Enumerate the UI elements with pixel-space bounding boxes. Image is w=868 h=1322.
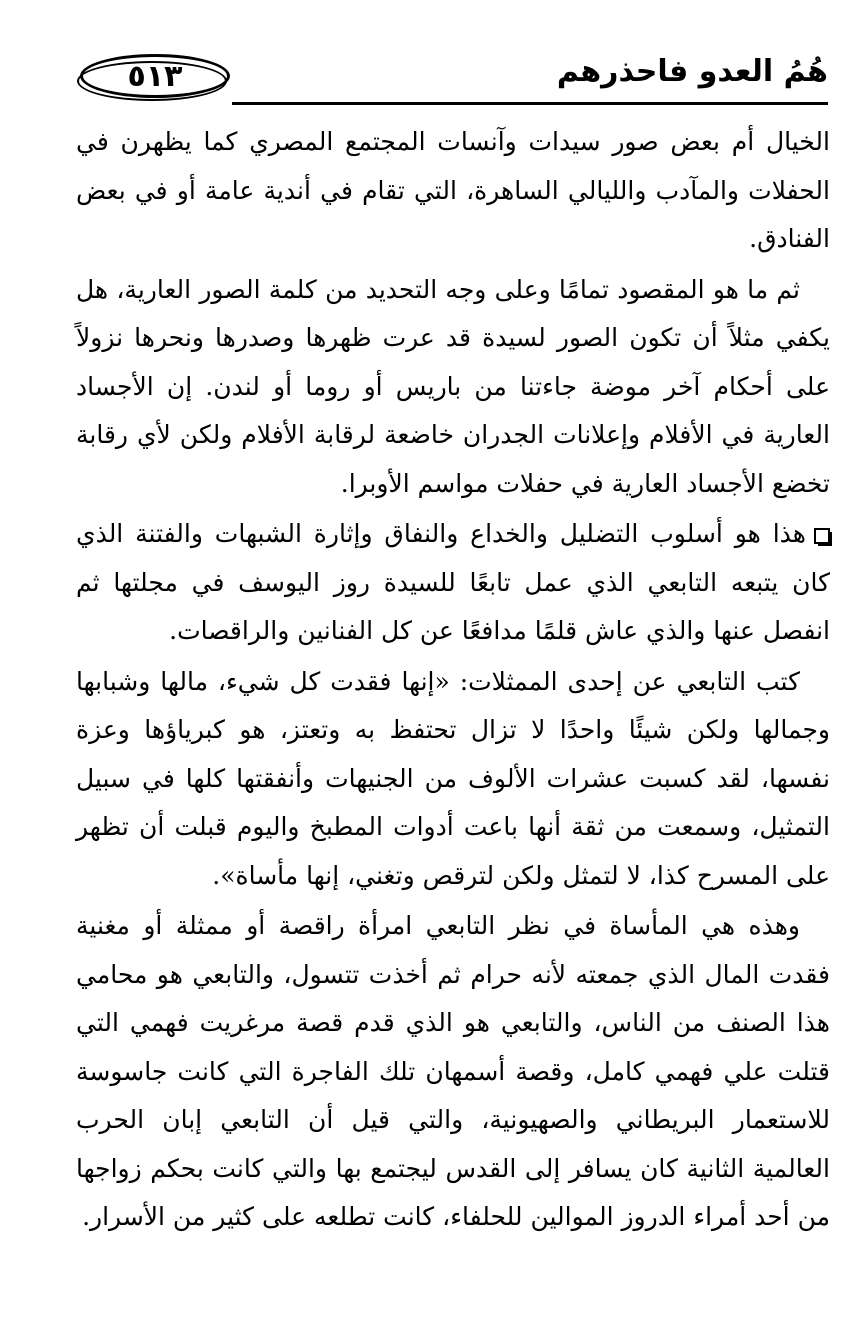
paragraph-4: كتب التابعي عن إحدى الممثلات: «إنها فقدت كل شيء، مالها وشبابها وجمالها ولكن شيئًا واحدًا لا تزال تحتفظ به وتعتز، هو كبرياؤها وعزة نفسها، لقد كسبت عشرات الألوف من الجنيهات وأنفقتها كلها في سبيل التمثيل، وسمعت من ثقة أنها باعت أدوات المطبخ واليوم قبلت أن تظهر على المسرح كذا، لا لتمثل ولكن لترقص وتغني، إنها مأساة».	[76, 666, 830, 890]
page-number: ٥١٣	[80, 54, 230, 98]
paragraph-3-text: هذا هو أسلوب التضليل والخداع والنفاق وإثارة الشبهات والفتنة الذي كان يتبعه التابعي الذي عمل تابعًا للسيدة روز اليوسف في مجلتها ثم انفصل عنها والذي عاش قلمًا مدافعًا عن كل الفنانين والراقصات.	[76, 519, 830, 645]
header-rule	[232, 102, 828, 105]
paragraph-2: ثم ما هو المقصود تمامًا وعلى وجه التحديد من كلمة الصور العارية، هل يكفي مثلاً أن تكون الصور لسيدة قد عرت ظهرها وصدرها ونحرها نزولاً على أحكام آخر موضة جاءتنا من باريس أو روما أو لندن. إن الأجساد العارية في الأفلام وإعلانات الجدران خاضعة لرقابة الأفلام ولكن لأي رقابة تخضع الأجساد العارية في حفلات مواسم الأوبرا.	[76, 274, 830, 498]
page-header	[74, 52, 828, 106]
paragraph-3	[76, 510, 830, 656]
paragraph-5: وهذه هي المأساة في نظر التابعي امرأة راقصة أو ممثلة أو مغنية فقدت المال الذي جمعته لأنه حرام ثم أخذت تتسول، والتابعي هو محامي هذا الصنف من الناس، والتابعي هو الذي قدم قصة مرغريت فهمي التي قتلت علي فهمي كامل، وقصة أسمهان تلك الفاجرة التي كانت جاسوسة للاستعمار البريطاني والصهيونية، والتي قيل أن التابعي إبان الحرب العالمية الثانية كان يسافر إلى القدس ليجتمع بها والتي كانت بحكم زواجها من أحد أمراء الدروز الموالين للحلفاء، كانت تطلعه على كثير من الأسرار.	[76, 911, 830, 1231]
paragraph-1: الخيال أم بعض صور سيدات وآنسات المجتمع المصري كما يظهرن في الحفلات والمآدب والليالي الساهرة، التي تقام في أندية عامة أو في بعض الفنادق.	[76, 127, 830, 253]
square-bullet-icon	[814, 528, 830, 544]
running-title: هُمُ العدو فاحذرهم	[556, 54, 828, 89]
body-text	[76, 118, 830, 1244]
